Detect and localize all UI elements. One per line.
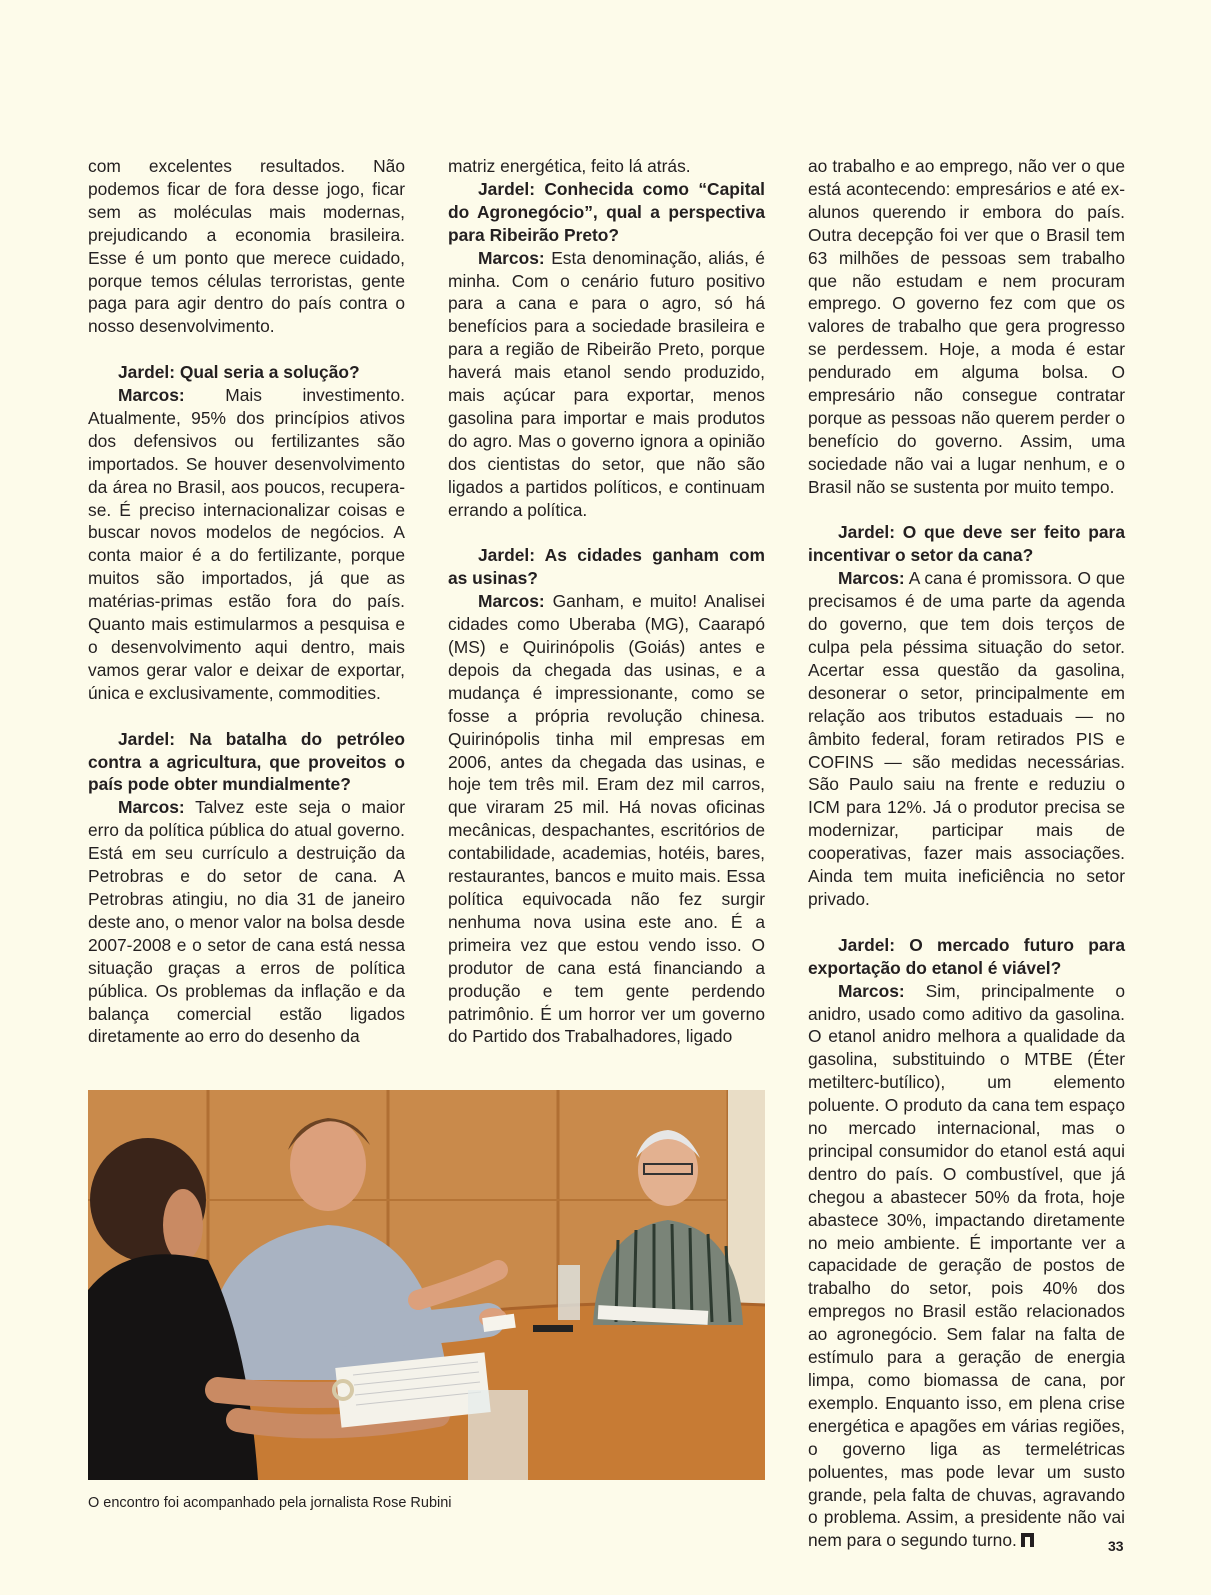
interview-question: Jardel: As cidades ganham com as usinas?: [448, 545, 765, 589]
photo-caption: O encontro foi acompanhado pela jornalista Rose Rubini: [88, 1495, 452, 1511]
paragraph: ao trabalho e ao emprego, não ver o que está acontecendo: empresários e até ex-alunos querendo ir embora do país. Outra decepção foi ver que o Brasil tem 63 milhões de pessoas sem trabalho que não estudam e nem procuram emprego. O governo fez com que os valores de trabalho que gera progresso se perdessem. Hoje, a moda é estar pendurado em alguma bolsa. O empresário não consegue contratar porque as pessoas não querem perder o benefício do governo. Assim, uma sociedade não vai a lugar nenhum, e o Brasil não se sustenta por muito tempo.: [808, 156, 1125, 497]
interview-answer: [88, 384, 405, 705]
interview-question: Jardel: Na batalha do petróleo contra a agricultura, que proveitos o país pode obter mundialmente?: [88, 728, 405, 795]
answer-text: Sim, principalmente o anidro, usado como aditivo da gasolina. O etanol anidro melhora a qualidade da gasolina, substituindo o MTBE (Éter metilterc-butílico), um elemento poluente. O produto da cana tem espaço no mercado internacional, mas o principal consumidor do etanol está aqui dentro do país. O combustível, que já chegou a abastecer 50% da frota, hoje abastece 30%, impactando diretamente no meio ambiente. É importante ver a capacidade de geração de postos de trabalho do setor, pois 40% dos empregos no Brasil estão relacionados ao agronegócio. Sem falar na falta de estímulo para a geração de energia limpa, como biomassa de cana, por exemplo. Enquanto isso, em plena crise energética e apagões em várias regiões, o governo liga as termelétricas poluentes, mas pode levar um susto grande, pela falta de chuvas, agravando o problema. Assim, a presidente não vai nem para o segundo turno.: [808, 980, 1125, 1551]
paragraph: com excelentes resultados. Não podemos ficar de fora desse jogo, ficar sem as moléculas mais modernas, prejudicando a economia brasileira. Esse é um ponto que merece cuidado, porque temos células terroristas, gente paga para agir dentro do país contra o nosso desenvolvimento.: [88, 156, 405, 337]
speaker-label: Marcos:: [838, 568, 905, 589]
answer-text: Mais investimento. Atualmente, 95% dos princípios ativos dos defensivos ou fertilizantes são importados. Se houver desenvolvimento da área no Brasil, aos poucos, recupera-se. É preciso internacionalizar coisas e buscar novos modelos de negócios. A conta maior é a do fertilizante, porque muitos são importados, já que as matérias-primas estão fora do país. Quanto mais estimularmos a pesquisa e o desenvolvimento aqui dentro, mais vamos gerar valor e deixar de exportar, única e exclusivamente, commodities.: [88, 385, 405, 703]
speaker-label: Marcos:: [478, 591, 545, 612]
answer-text: A cana é promissora. O que precisamos é de uma parte da agenda do governo, que tem dois terços de culpa pela péssima situação do setor. Acertar essa questão da gasolina, desonerar o setor, principalmente em relação aos tributos estaduais — no âmbito federal, foram retirados PIS e COFINS — são medidas necessárias. São Paulo saiu na frente e reduziu o ICM para 12%. Já o produtor precisa se modernizar, participar mais de cooperativas, fazer mais associações. Ainda tem muita ineficiência no setor privado.: [808, 568, 1125, 909]
interview-question: Jardel: O que deve ser feito para incentivar o setor da cana?: [808, 522, 1125, 566]
paragraph: matriz energética, feito lá atrás.: [448, 156, 691, 176]
interview-question: Jardel: Conhecida como “Capital do Agronegócio”, qual a perspectiva para Ribeirão Preto?: [448, 178, 765, 245]
answer-text: Esta denominação, aliás, é minha. Com o cenário futuro positivo para a cana e para o agro, só há benefícios para a sociedade brasileira e para a região de Ribeirão Preto, porque haverá mais etanol sendo produzido, mais açúcar para exportar, menos gasolina para importar e mais produtos do agro. Mas o governo ignora a opinião dos cientistas do setor, que não são ligados a partidos políticos, e continuam errando a política.: [448, 247, 765, 520]
article-column-3: [808, 155, 1125, 1552]
speaker-label: Marcos:: [478, 247, 545, 268]
interview-question: Jardel: O mercado futuro para exportação do etanol é viável?: [808, 934, 1125, 978]
interview-answer: [88, 796, 405, 1048]
end-of-article-icon: [1021, 1533, 1034, 1547]
interview-answer: [808, 980, 1125, 1553]
speaker-label: Marcos:: [838, 980, 905, 1001]
interview-photo: [88, 1090, 765, 1480]
answer-text: Talvez este seja o maior erro da política pública do atual governo. Está em seu currículo a destruição da Petrobras e do setor de cana. A Petrobras atingiu, no dia 31 de janeiro deste ano, o menor valor na bolsa desde 2007-2008 e o setor de cana está nessa situação graças a erros de política pública. Os problemas da inflação e da balança comercial estão ligados diretamente ao erro do desenho da: [88, 797, 405, 1047]
interview-question: Jardel: Qual seria a solução?: [118, 362, 360, 383]
interview-answer: [448, 590, 765, 1048]
speaker-label: Marcos:: [118, 797, 185, 818]
interview-answer: [448, 247, 765, 522]
meeting-scene-illustration: [88, 1090, 765, 1480]
article-column-1: [88, 155, 405, 1048]
speaker-label: Marcos:: [118, 385, 185, 406]
answer-text: Ganham, e muito! Analisei cidades como Uberaba (MG), Caarapó (MS) e Quirinópolis (Goiás) antes e depois da chegada das usinas, e a mudança é impressionante, como se fosse a própria revolução chinesa. Quirinópolis tinha mil empresas em 2006, antes da chegada das usinas, e hoje tem três mil. Eram dez mil carros, que viraram 25 mil. Há novas oficinas mecânicas, despachantes, escritórios de contabilidade, academias, hotéis, bares, restaurantes, bancos e muito mais. Essa política equivocada não fez surgir nenhuma nova usina este ano. É a primeira vez que estou vendo isso. O produtor de cana está financiando a produção e tem gente perdendo patrimônio. É um horror ver um governo do Partido dos Trabalhadores, ligado: [448, 591, 765, 1047]
interview-answer: [808, 567, 1125, 911]
article-column-2: [448, 155, 765, 1048]
page-number: 33: [1108, 1538, 1124, 1554]
